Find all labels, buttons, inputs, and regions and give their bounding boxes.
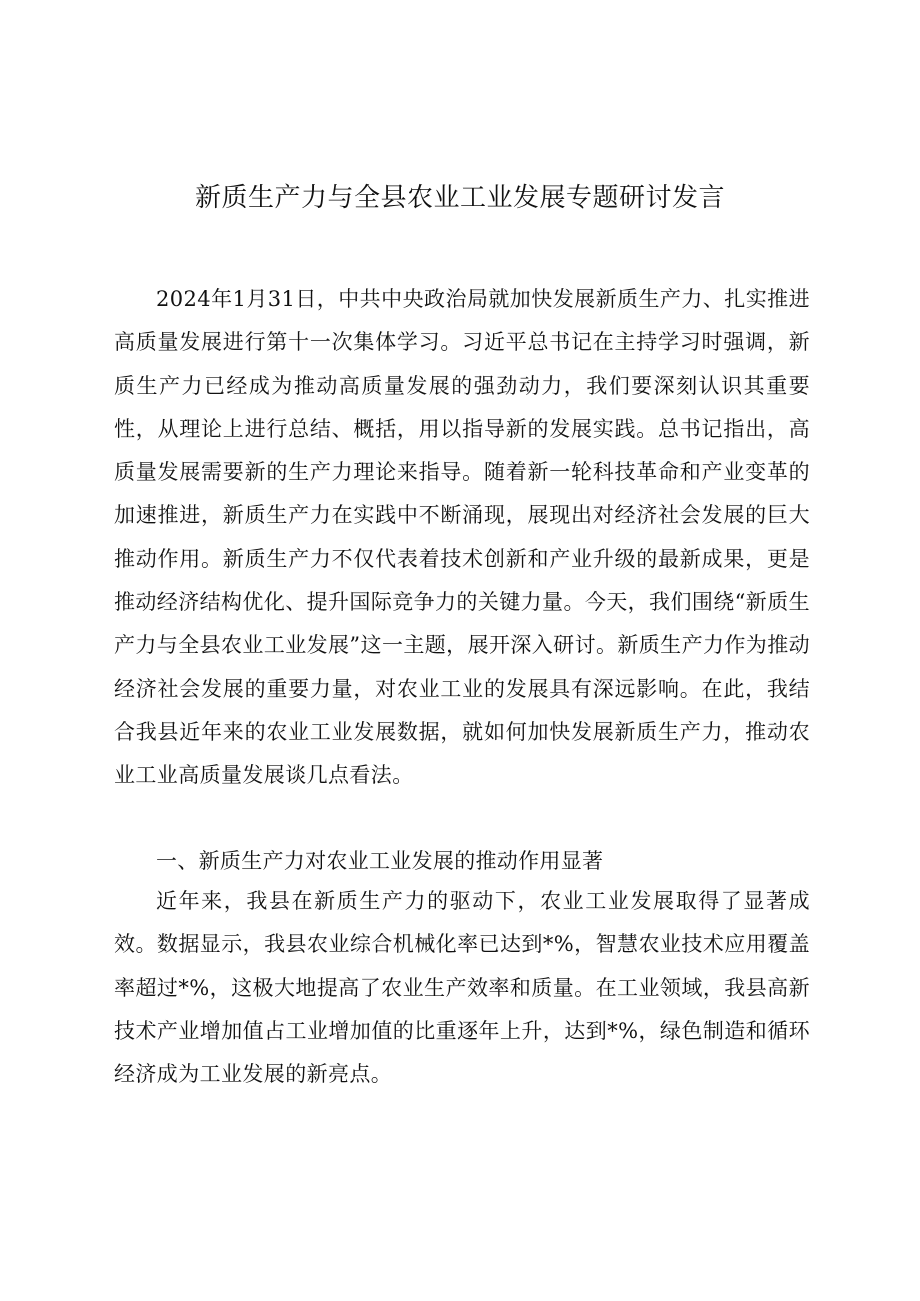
section-paragraph: 近年来，我县在新质生产力的驱动下，农业工业发展取得了显著成效。数据显示，我县农业综合机械化率已达到*%，智慧农业技术应用覆盖率超过*%，这极大地提高了农业生产效率和质量。在工业领域，我县高新技术产业增加值占工业增加值的比重逐年上升，达到*%，绿色制造和循环经济成为工业发展的新亮点。 (114, 889, 810, 1087)
section-body (114, 880, 810, 1096)
intro-section (114, 278, 810, 798)
document-title: 新质生产力与全县农业工业发展专题研讨发言 (194, 183, 725, 213)
section-heading: 一、新质生产力对农业工业发展的推动作用显著 (156, 849, 604, 873)
intro-paragraph: 2024年1月31日，中共中央政治局就加快发展新质生产力、扎实推进高质量发展进行第十一次集体学习。习近平总书记在主持学习时强调，新质生产力已经成为推动高质量发展的强劲动力，我们要深刻认识其重要性，从理论上进行总结、概括，用以指导新的发展实践。总书记指出，高质量发展需要新的生产力理论来指导。随着新一轮科技革命和产业变革的加速推进，新质生产力在实践中不断涌现，展现出对经济社会发展的巨大推动作用。新质生产力不仅代表着技术创新和产业升级的最新成果，更是推动经济结构优化、提升国际竞争力的关键力量。今天，我们围绕“新质生产力与全县农业工业发展”这一主题，展开深入研讨。新质生产力作为推动经济社会发展的重要力量，对农业工业的发展具有深远影响。在此，我结合我县近年来的农业工业发展数据，就如何加快发展新质生产力，推动农业工业高质量发展谈几点看法。 (114, 287, 810, 788)
